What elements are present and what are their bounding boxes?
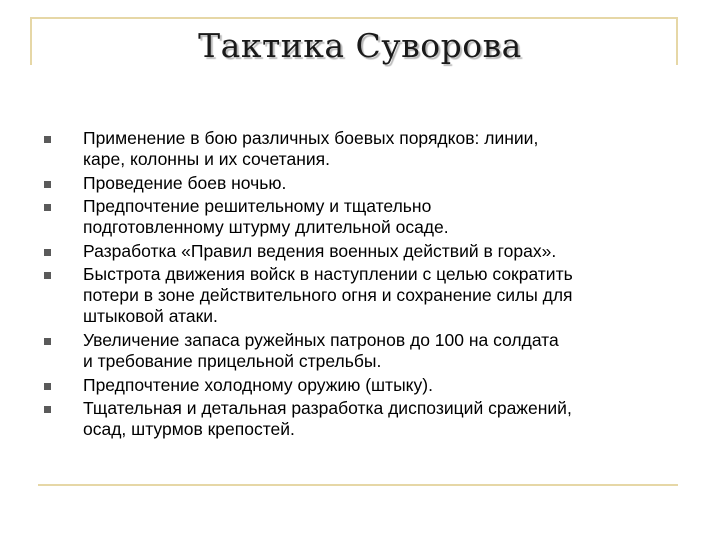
square-bullet-icon [44,272,51,279]
list-item-line: и требование прицельной стрельбы. [83,350,382,371]
frame-top-line [30,17,678,19]
list-item [44,375,684,396]
list-item-line: Быстрота движения войск в наступлении с целью сократить [83,264,573,285]
list-item-line: Тщательная и детальная разработка диспозиций сражений, [83,398,572,419]
square-bullet-icon [44,204,51,211]
list-item-line: потери в зоне действительного огня и сохранение силы для [83,285,573,306]
square-bullet-icon [44,136,51,143]
bullet-list [44,128,684,443]
list-item-line: Разработка «Правил ведения военных действий в горах». [83,240,557,261]
list-item [44,241,684,262]
list-item [44,398,684,440]
frame-bottom-line [38,484,678,486]
list-item [44,173,684,194]
list-item-line: Применение в бою различных боевых порядков: линии, [83,128,539,148]
list-item [44,196,684,238]
list-item-line: Увеличение запаса ружейных патронов до 100 на солдата [83,329,559,350]
list-item-line: Предпочтение холодному оружию (штыку). [83,374,433,395]
slide-title: Тактика Суворова [198,26,522,65]
list-item [44,264,684,327]
list-item-line: подготовленному штурму длительной осаде. [83,217,449,238]
square-bullet-icon [44,383,51,390]
square-bullet-icon [44,406,51,413]
list-item-line: Предпочтение решительному и тщательно [83,196,432,217]
list-item-line: осад, штурмов крепостей. [83,419,295,440]
list-item-line: каре, колонны и их сочетания. [83,149,330,169]
list-item [44,128,684,170]
square-bullet-icon [44,181,51,188]
square-bullet-icon [44,338,51,345]
list-item-line: штыковой атаки. [83,306,218,327]
square-bullet-icon [44,249,51,256]
list-item-line: Проведение боев ночью. [83,172,287,193]
list-item [44,330,684,372]
